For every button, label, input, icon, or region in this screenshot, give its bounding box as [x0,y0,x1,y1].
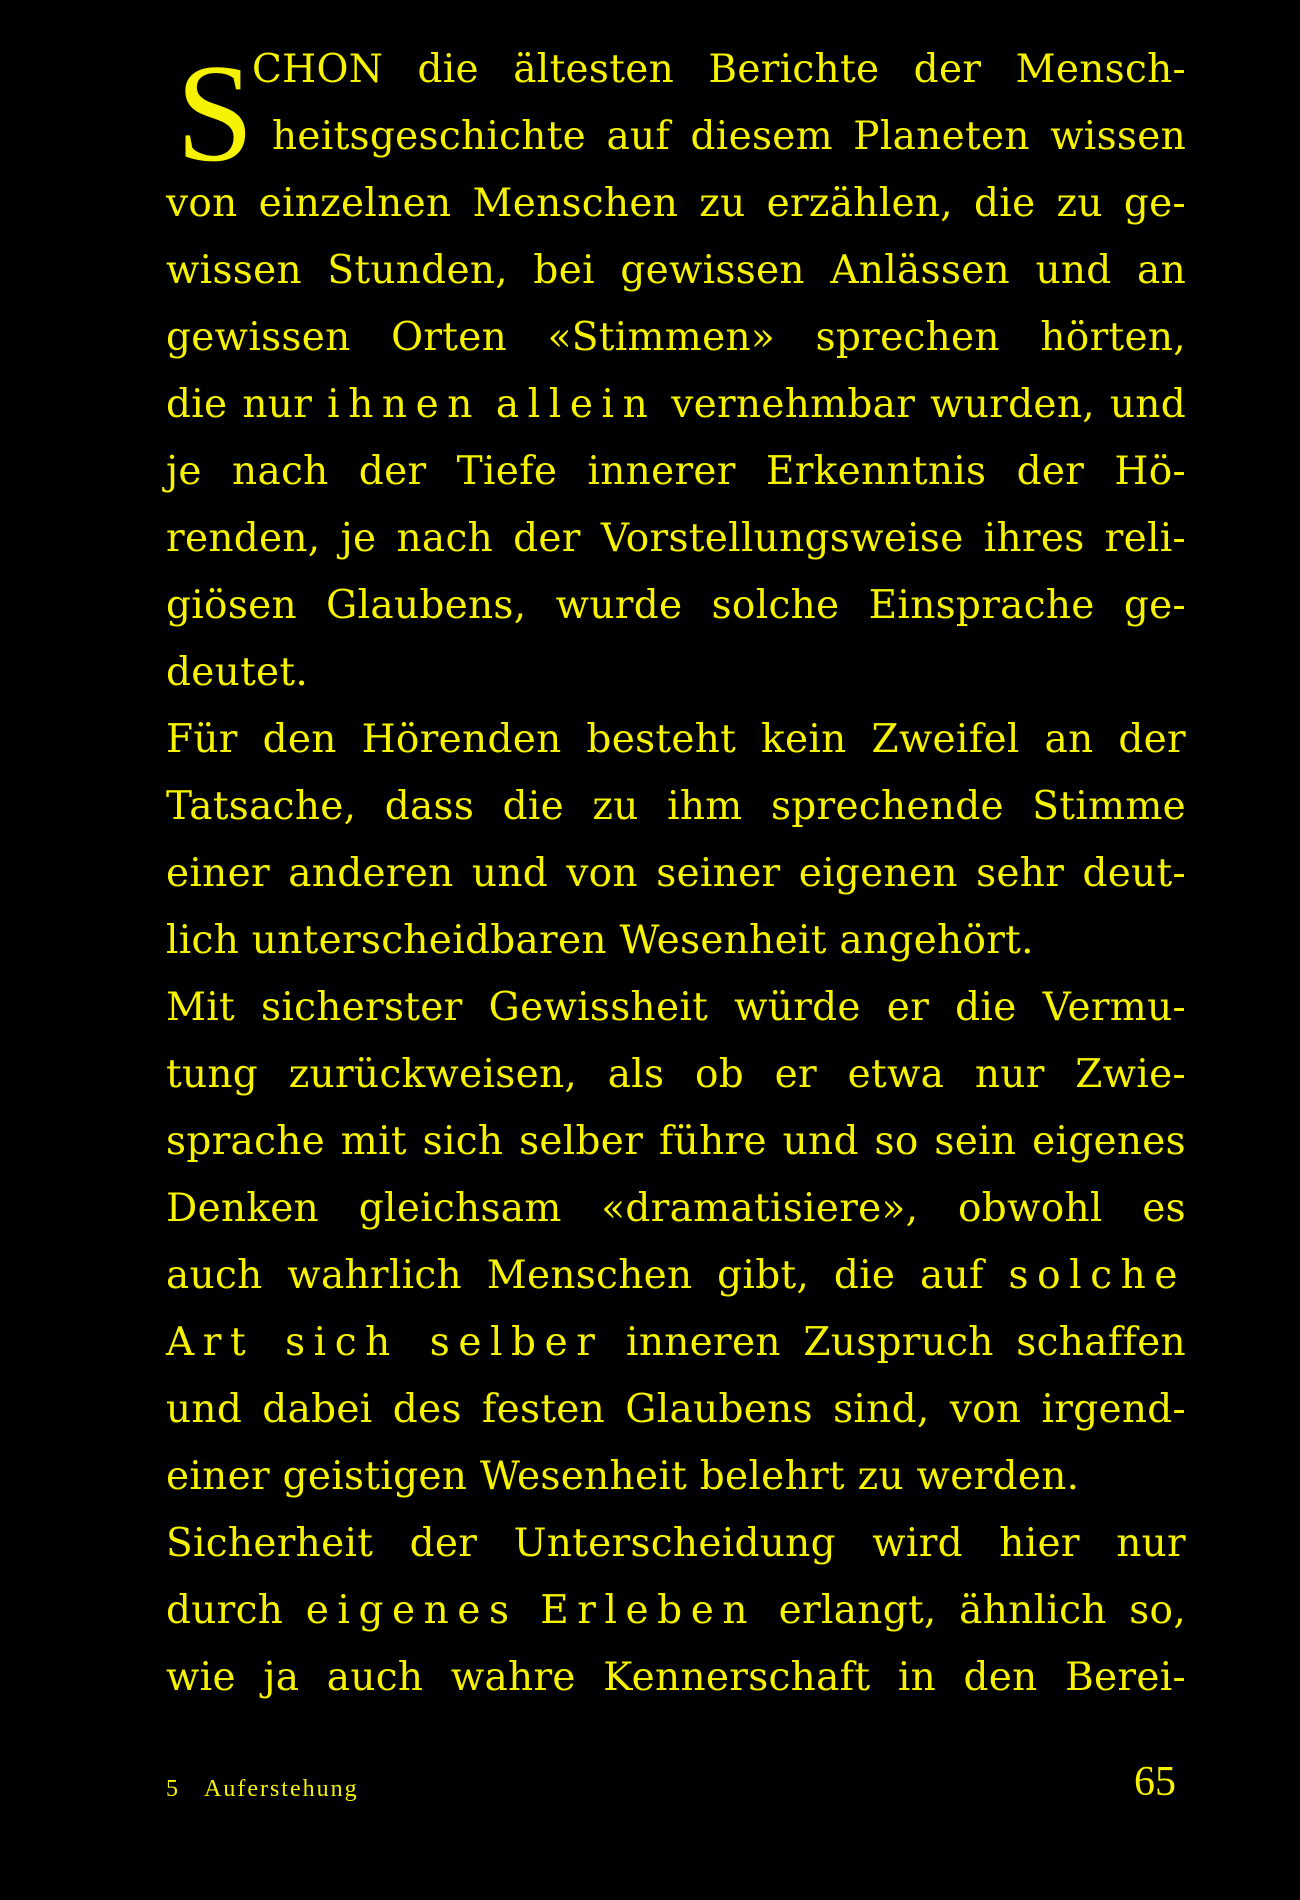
text-line: einer anderen und von seiner eigenen sehr deut- [166,851,1186,896]
text-line: wie ja auch wahre Kennerschaft in den Berei- [166,1655,1186,1700]
running-title: Auferstehung [204,1776,359,1802]
text-line [166,1242,1186,1309]
text-line [166,1577,1186,1644]
text-line: giösen Glaubens, wurde solche Einsprache ge- [166,583,1186,628]
text-line: und dabei des festen Glaubens sind, von irgend- [166,1387,1186,1432]
text-line [166,371,1186,438]
emphasis-spaced: Erleben [540,1588,757,1633]
text-segment: erlangt, ähnlich so, [756,1588,1187,1633]
text-segment [481,382,496,427]
text-line: Denken gleichsam «dramatisiere», obwohl es [166,1186,1186,1231]
text-segment: auch wahrlich Menschen gibt, die auf [166,1253,1009,1298]
text-line: Für den Hörenden besteht kein Zweifel an der [166,717,1186,762]
emphasis-spaced: ihnen [327,382,481,427]
text-line: heitsgeschichte auf diesem Planeten wissen [272,114,1186,159]
text-segment: vernehmbar wurden, und [656,382,1186,427]
text-line: sprache mit sich selber führe und so sein eigenes [166,1119,1186,1164]
emphasis-spaced: Art sich selber [166,1320,604,1365]
text-line: CHON die ältesten Berichte der Mensch- [252,47,1186,92]
text-line: je nach der Tiefe innerer Erkenntnis der Hö- [166,449,1186,494]
text-segment: die nur [166,382,328,427]
text-line: lich unterscheidbaren Wesenheit angehört. [166,918,1034,963]
page-footer-signature [166,1776,359,1803]
text-line: einer geistigen Wesenheit belehrt zu werden. [166,1454,1080,1499]
emphasis-spaced: solche [1008,1253,1186,1298]
drop-cap: S [176,36,254,191]
text-line: von einzelnen Menschen zu erzählen, die zu ge- [166,181,1186,226]
text-segment: durch [166,1588,306,1633]
emphasis-spaced: eigenes [305,1588,518,1633]
text-line: wissen Stunden, bei gewissen Anlässen und an [166,248,1186,293]
text-line: Sicherheit der Unterscheidung wird hier nur [166,1521,1186,1566]
text-segment: inneren Zuspruch schaffen [603,1320,1186,1365]
book-page [166,36,1186,1866]
page-number: 65 [1134,1759,1176,1805]
text-line [166,1309,1186,1376]
text-line: deutet. [166,650,309,695]
emphasis-spaced: allein [495,382,657,427]
signature-mark: 5 [166,1776,180,1802]
text-line: gewissen Orten «Stimmen» sprechen hörten, [166,315,1186,360]
text-segment [518,1588,541,1633]
text-line: Tatsache, dass die zu ihm sprechende Stimme [166,784,1186,829]
text-line: Mit sicherster Gewissheit würde er die Vermu- [166,985,1186,1030]
text-line: renden, je nach der Vorstellungsweise ihres reli- [166,516,1186,561]
text-line: tung zurückweisen, als ob er etwa nur Zwie- [166,1052,1186,1097]
